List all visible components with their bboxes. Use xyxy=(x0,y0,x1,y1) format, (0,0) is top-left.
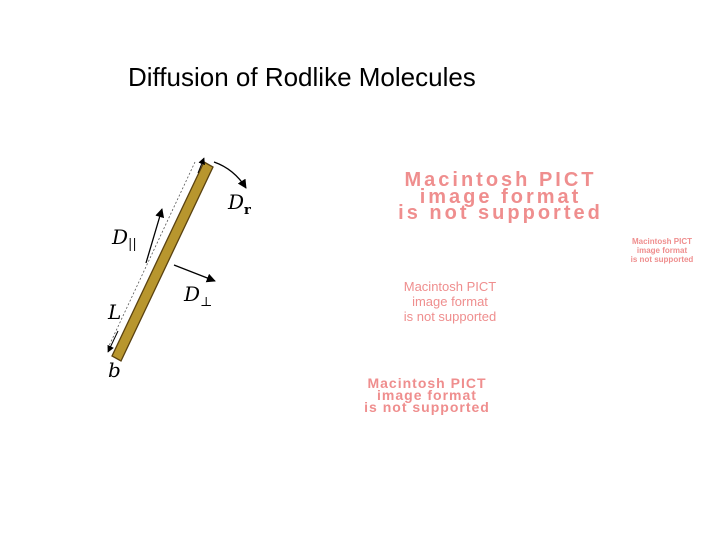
slide-title: Diffusion of Rodlike Molecules xyxy=(128,62,476,92)
label-diameter: b xyxy=(108,358,121,382)
label-length: L xyxy=(108,300,122,324)
rod xyxy=(112,162,213,361)
rod-diffusion-diagram xyxy=(90,145,250,385)
pict-placeholder-center: Macintosh PICT image format is not supported xyxy=(403,279,497,324)
pict-placeholder-large: Macintosh PICT image format is not supported xyxy=(398,169,603,225)
rotation-arrow xyxy=(214,162,246,188)
pict-placeholder-bottom: Macintosh PICT image format is not supported xyxy=(364,375,490,416)
label-rotational: $D_r$ xyxy=(228,190,251,218)
label-perpendicular: $D_\perp$ xyxy=(184,282,213,310)
perpendicular-arrow xyxy=(174,265,215,281)
label-parallel: $D_{||}$ xyxy=(112,225,137,252)
pict-placeholder-small: Macintosh PICT image format is not supported xyxy=(630,237,694,264)
